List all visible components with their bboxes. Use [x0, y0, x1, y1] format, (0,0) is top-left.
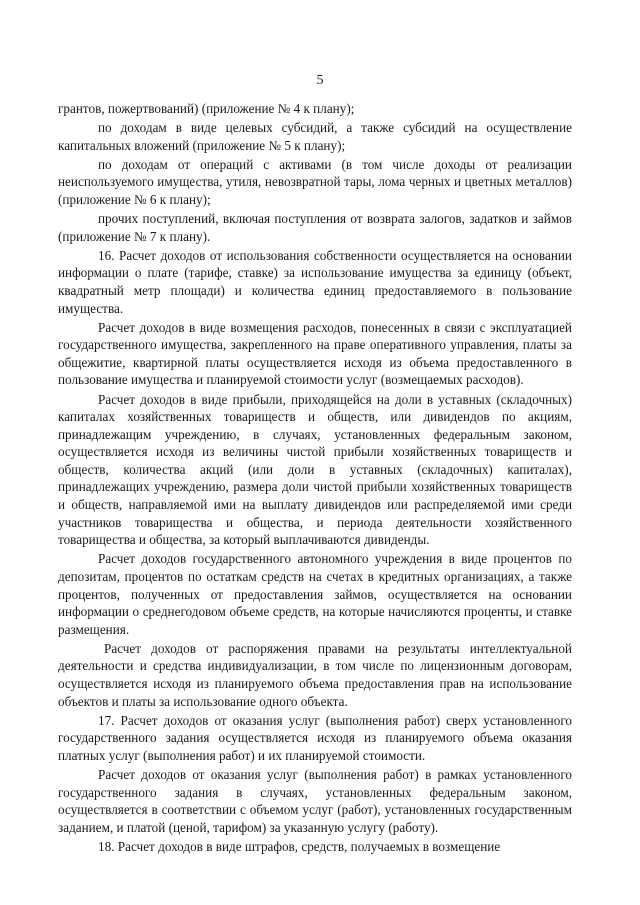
paragraph-17: 17. Расчет доходов от оказания услуг (выполнения работ) сверх установленного государственного задания осуществляется исходя из планируемого объема оказания платных услуг (выполнения работ) и их планируемой стоимости. [58, 712, 572, 763]
paragraph: грантов, пожертвований) (приложение № 4 к плану); [58, 101, 355, 116]
paragraph-16: 16. Расчет доходов от использования собственности осуществляется на основании информации о плате (тарифе, ставке) за использование имущества за единицу (объект, квадратный метр площади) и количества единиц предоставляемого в пользование имущества. [58, 247, 572, 316]
paragraph: Расчет доходов в виде прибыли, приходящейся на доли в уставных (складочных) капиталах хозяйственных товариществ и обществ, или дивидендов по акциям, принадлежащим учреждению, в случаях, установленных федеральным законом, осуществляется исходя из величины чистой прибыли хозяйственных товариществ и обществ, количества акций (или доли в уставных (складочных) капиталах), принадлежащих учреждению, размера доли чистой прибыли хозяйственных товариществ и обществ, направляемой ими на выплату дивидендов или распределяемой ими среди участников товарищества и общества, и периода деятельности хозяйственного товарищества и общества, за который выплачиваются дивиденды. [58, 391, 572, 548]
paragraph: по доходам от операций с активами (в том числе доходы от реализации неиспользуемого имущества, утиля, невозвратной тары, лома черных и цветных металлов) (приложение № 6 к плану); [58, 156, 572, 207]
paragraph: Расчет доходов в виде возмещения расходов, понесенных в связи с эксплуатацией государственного имущества, закрепленного на праве оперативного управления, платы за общежитие, квартирной платы осуществляется исходя из объема предоставленного в пользование имущества и планируемой стоимости услуг (возмещаемых расходов). [58, 319, 572, 388]
page-number: 5 [316, 73, 324, 88]
paragraph: по доходам в виде целевых субсидий, а также субсидий на осуществление капитальных вложений (приложение № 5 к плану); [58, 120, 572, 153]
paragraph: Расчет доходов от оказания услуг (выполнения работ) в рамках установленного государственного задания в случаях, установленных федеральным законом, осуществляется в соответствии с объемом услуг (работ), установленных государственным заданием, и платой (ценой, тарифом) за указанную услугу (работу). [58, 766, 572, 835]
paragraph-18: 18. Расчет доходов в виде штрафов, средств, получаемых в возмещение [98, 838, 501, 854]
document-body [58, 100, 572, 857]
paragraph: прочих поступлений, включая поступления от возврата залогов, задатков и займов (приложение № 7 к плану). [58, 211, 572, 244]
paragraph: Расчет доходов государственного автономного учреждения в виде процентов по депозитам, процентов по остаткам средств на счетах в кредитных организациях, а также процентов, полученных от предоставления займов, осуществляется на основании информации о среднегодовом объеме средств, на которые начисляются проценты, и ставке размещения. [58, 551, 572, 637]
paragraph: Расчет доходов от распоряжения правами на результаты интеллектуальной деятельности и средства индивидуализации, в том числе по лицензионным договорам, осуществляется исходя из планируемого объема предоставления прав на использование объектов и платы за использование одного объекта. [58, 640, 572, 709]
